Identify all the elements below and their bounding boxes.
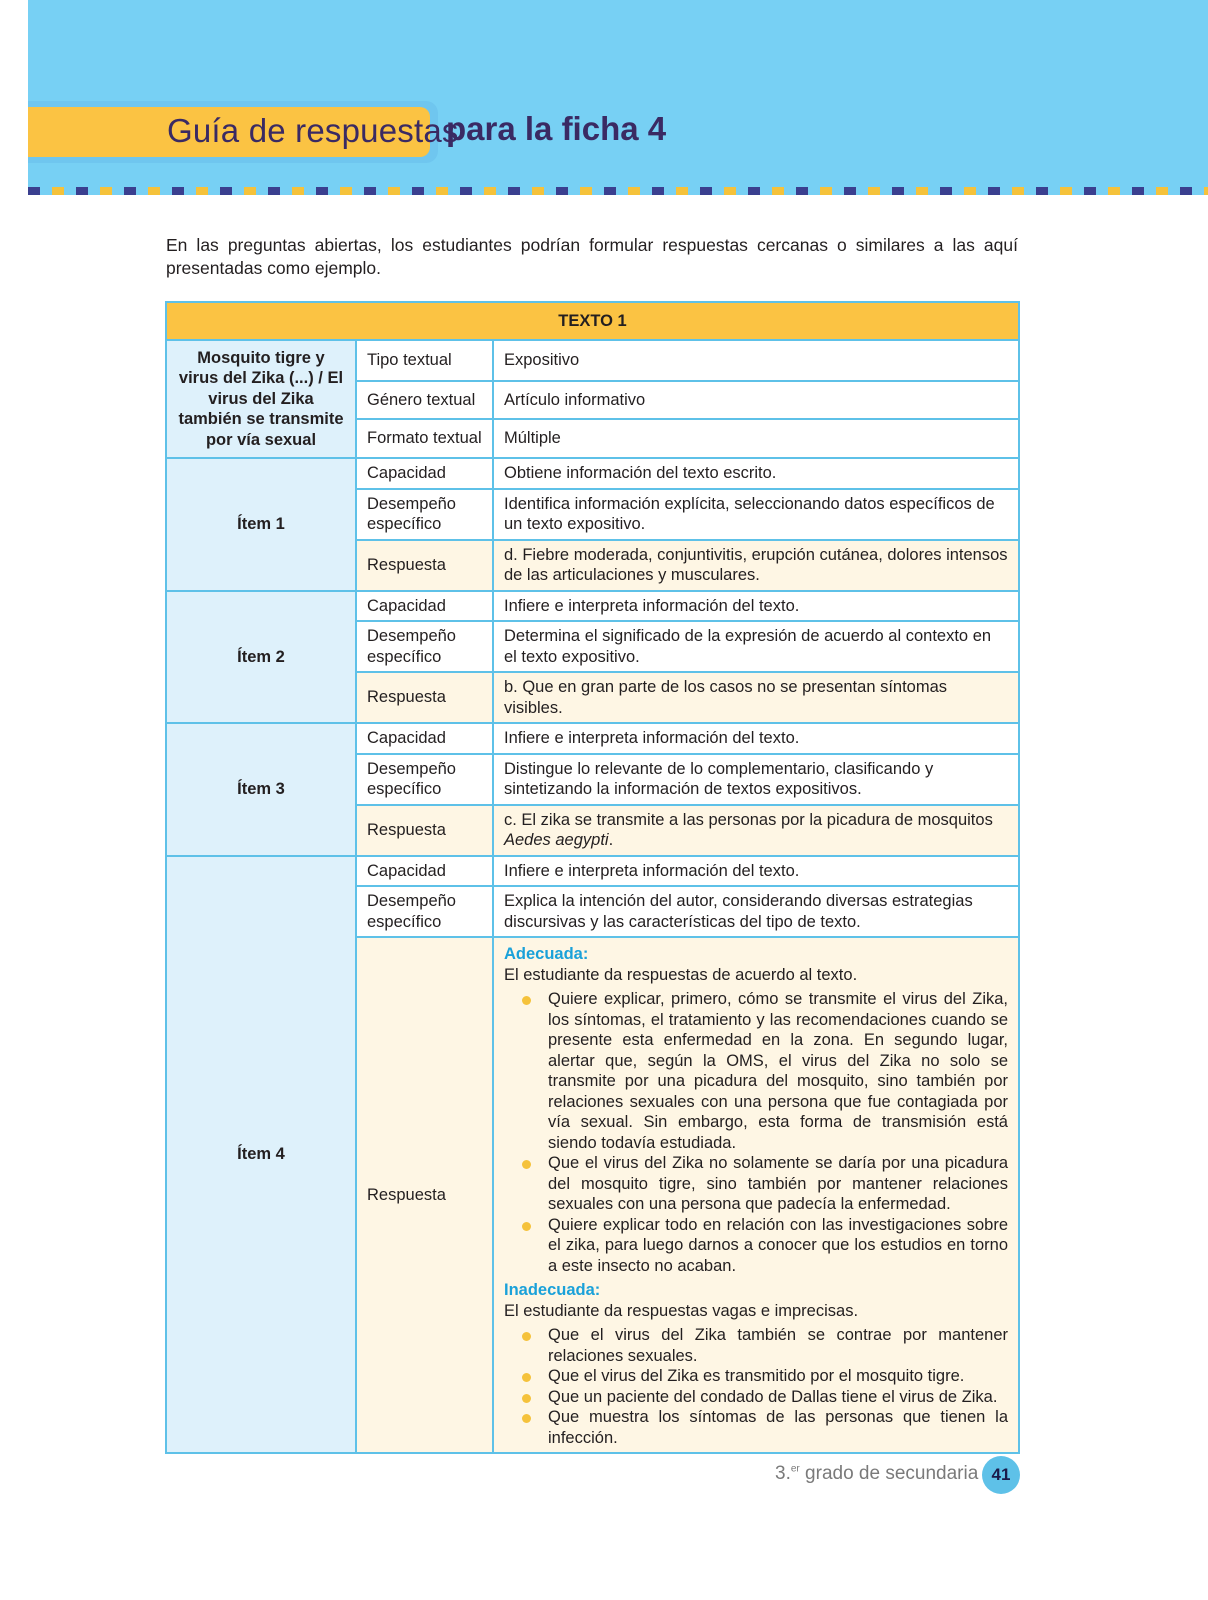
table-row: [166, 591, 1019, 622]
answer-value: d. Fiebre moderada, conjuntivitis, erupción cutánea, dolores intensos de las articulaciones y musculares.: [493, 540, 1019, 591]
grade-label: [775, 1463, 978, 1485]
row-value: Expositivo: [493, 340, 1019, 381]
text-title-cell: Mosquito tigre y virus del Zika (...) / El virus del Zika también se transmite por vía sexual: [166, 340, 356, 458]
answers-table: [165, 301, 1020, 1454]
list-item: Que el virus del Zika también se contrae por mantener relaciones sexuales.: [548, 1326, 1008, 1365]
list-item: Que el virus del Zika es transmitido por el mosquito tigre.: [548, 1366, 1008, 1387]
page-title: Guía de respuestas: [167, 112, 459, 149]
answer-value: [493, 805, 1019, 856]
row-value: Artículo informativo: [493, 381, 1019, 419]
row-key: Desempeño específico: [356, 489, 493, 540]
grade-number: 3.: [775, 1463, 791, 1484]
list-item: Quiere explicar, primero, cómo se transmite el virus del Zika, los síntomas, el tratamiento y las recomendaciones cuando se presente esta enfermedad en la zona. En segundo lugar, alertar que, según la OMS, el virus del Zika no solo se transmite por una picadura del mosquito, sino también por relaciones sexuales con una persona que fue contagiada por vía sexual. Sin embargo, esta forma de transmisión está siendo todavía estudiada.: [548, 990, 1008, 1152]
row-key: Capacidad: [356, 856, 493, 887]
row-key: Desempeño específico: [356, 886, 493, 937]
row-value: Infiere e interpreta información del texto.: [493, 591, 1019, 622]
row-value: Infiere e interpreta información del texto.: [493, 856, 1019, 887]
row-key: Género textual: [356, 381, 493, 419]
header-banner: [28, 0, 1208, 192]
row-key: Respuesta: [356, 937, 493, 1453]
table-header-row: [166, 302, 1019, 340]
species-name: Aedes aegypti: [504, 831, 609, 849]
row-value: Determina el significado de la expresión de acuerdo al contexto en el texto expositivo.: [493, 621, 1019, 672]
row-key: Capacidad: [356, 591, 493, 622]
list-item: Que muestra los síntomas de las personas que tienen la infección.: [548, 1408, 1008, 1447]
table-row: [166, 458, 1019, 489]
table-row: [166, 723, 1019, 754]
answer-text: c. El zika se transmite a las personas por la picadura de mosquitos: [504, 810, 993, 829]
adecuada-title: Adecuada:: [504, 945, 589, 963]
table-header: TEXTO 1: [166, 302, 1019, 340]
list-item: Que el virus del Zika no solamente se daría por una picadura del mosquito tigre, sino también por mantener relaciones sexuales con una persona que padecía la enfermedad.: [548, 1154, 1008, 1213]
item-label: Ítem 4: [166, 856, 356, 1454]
intro-paragraph: En las preguntas abiertas, los estudiantes podrían formular respuestas cercanas o similares a las aquí presentadas como ejemplo.: [166, 235, 1018, 278]
row-key: Respuesta: [356, 805, 493, 856]
table-row: [166, 856, 1019, 887]
row-key: Capacidad: [356, 723, 493, 754]
grade-text: grado de secundaria: [799, 1463, 979, 1484]
decorative-dashed-border: [28, 187, 1208, 195]
row-key: Respuesta: [356, 540, 493, 591]
inadecuada-title: Inadecuada:: [504, 1281, 601, 1299]
item-label: Ítem 2: [166, 591, 356, 724]
page-subtitle: para la ficha 4: [446, 110, 667, 147]
item-label: Ítem 3: [166, 723, 356, 856]
answer-value: b. Que en gran parte de los casos no se presentan síntomas visibles.: [493, 672, 1019, 723]
row-value: Identifica información explícita, seleccionando datos específicos de un texto expositivo.: [493, 489, 1019, 540]
row-value: Obtiene información del texto escrito.: [493, 458, 1019, 489]
list-item: Quiere explicar todo en relación con las investigaciones sobre el zika, para luego darnos a conocer que los estudios en torno a este insecto no acaban.: [548, 1215, 1008, 1275]
row-value: Explica la intención del autor, considerando diversas estrategias discursivas y las características del tipo de texto.: [493, 886, 1019, 937]
row-key: Desempeño específico: [356, 754, 493, 805]
adecuada-intro: El estudiante da respuestas de acuerdo al texto.: [504, 965, 858, 984]
answer-period: .: [608, 831, 614, 849]
answer-value: [493, 937, 1019, 1453]
inadecuada-list: [504, 1325, 1008, 1448]
row-key: Tipo textual: [356, 340, 493, 381]
row-value: Infiere e interpreta información del texto.: [493, 723, 1019, 754]
grade-superscript: er: [790, 1463, 800, 1475]
list-item: Que un paciente del condado de Dallas tiene el virus de Zika.: [548, 1387, 1008, 1408]
table-row: [166, 340, 1019, 381]
row-value: Distingue lo relevante de lo complementario, clasificando y sintetizando la información de textos expositivos.: [493, 754, 1019, 805]
row-value: Múltiple: [493, 419, 1019, 458]
item-label: Ítem 1: [166, 458, 356, 591]
row-key: Desempeño específico: [356, 621, 493, 672]
row-key: Capacidad: [356, 458, 493, 489]
row-key: Respuesta: [356, 672, 493, 723]
row-key: Formato textual: [356, 419, 493, 458]
adecuada-list: [504, 989, 1008, 1276]
page-number: 41: [982, 1456, 1020, 1494]
inadecuada-intro: El estudiante da respuestas vagas e imprecisas.: [504, 1301, 859, 1320]
